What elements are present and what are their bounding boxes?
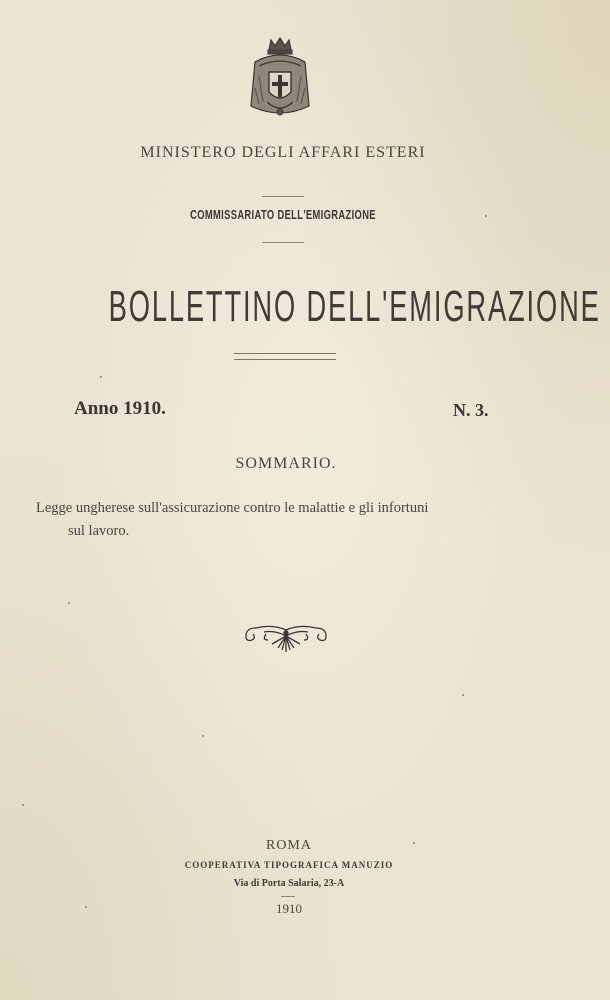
paper-speck <box>100 376 102 378</box>
imprint-city: ROMA <box>265 838 312 853</box>
imprint-address: Via di Porta Salaria, 23-A <box>233 878 345 889</box>
summary-line-1: Legge ungherese sull'assicurazione contro le malattie e gli infortuni <box>36 500 429 516</box>
paper-speck <box>202 735 204 737</box>
imprint-printer: COOPERATIVA TIPOGRAFICA MANUZIO <box>184 860 394 870</box>
royal-crest-icon <box>247 36 313 122</box>
imprint-year: 1910 <box>276 901 302 916</box>
paper-speck <box>85 906 87 908</box>
paper-speck <box>485 215 487 217</box>
summary-line-2: sul lavoro. <box>68 523 130 539</box>
fleuron-ornament-icon <box>242 618 330 656</box>
divider-lower <box>262 242 304 243</box>
summary-contents <box>36 497 546 543</box>
divider-upper <box>262 196 304 197</box>
imprint-divider <box>281 896 295 897</box>
bulletin-title: BOLLETTINO DELL'EMIGRAZIONE <box>108 282 601 331</box>
paper-speck <box>68 602 70 604</box>
summary-heading: SOMMARIO. <box>235 455 337 472</box>
paper-speck <box>22 804 24 806</box>
title-double-rule <box>234 353 336 360</box>
commissariato-name: COMMISSARIATO DELL'EMIGRAZIONE <box>190 207 376 222</box>
issue-number: N. 3. <box>453 400 489 420</box>
paper-speck <box>413 842 415 844</box>
paper-speck <box>462 694 464 696</box>
year-label: Anno 1910. <box>74 398 166 419</box>
ministry-name: MINISTERO DEGLI AFFARI ESTERI <box>140 144 426 161</box>
